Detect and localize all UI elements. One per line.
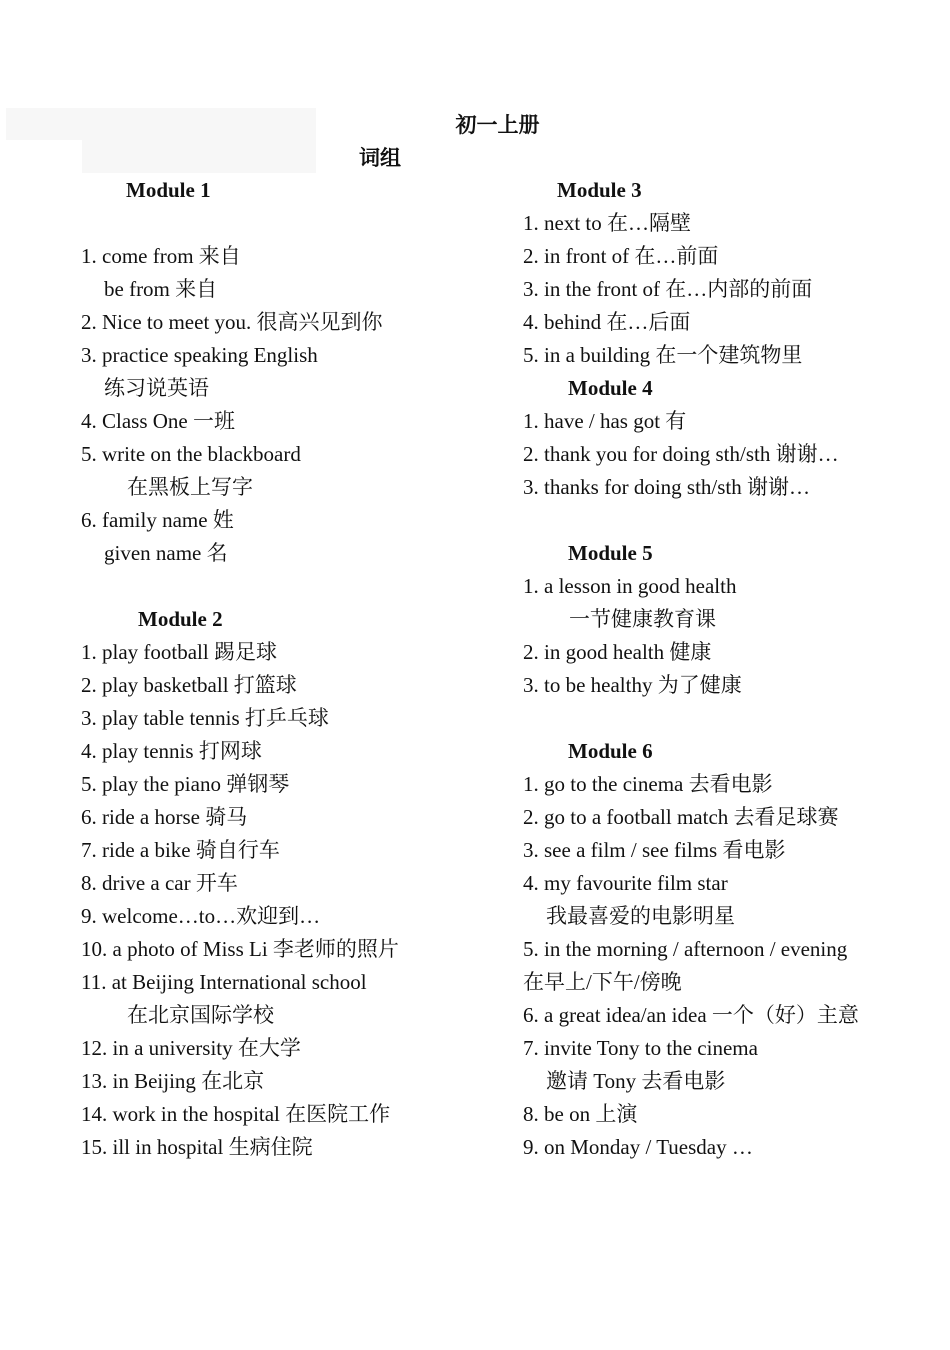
list-item: 13. in Beijing 在北京 — [81, 1069, 265, 1093]
module-4-heading: Module 4 — [568, 376, 653, 400]
list-item: 1. next to 在…隔壁 — [523, 211, 691, 235]
module-3-heading: Module 3 — [557, 178, 642, 202]
highlight-band-bottom — [82, 140, 316, 173]
list-item: 2. Nice to meet you. 很高兴见到你 — [81, 310, 383, 334]
list-item: 1. play football 踢足球 — [81, 640, 277, 664]
module-5-heading: Module 5 — [568, 541, 653, 565]
list-item: 4. behind 在…后面 — [523, 310, 691, 334]
blank-line — [81, 207, 431, 240]
module-2-heading: Module 2 — [138, 607, 223, 631]
list-item: 3. in the front of 在…内部的前面 — [523, 277, 813, 301]
list-item: 6. family name 姓 — [81, 508, 234, 532]
list-item: 5. in a building 在一个建筑物里 — [523, 343, 803, 367]
list-item: 2. go to a football match 去看足球赛 — [523, 805, 839, 829]
list-item: 2. play basketball 打篮球 — [81, 673, 297, 697]
list-item: 5. write on the blackboard — [81, 442, 301, 466]
list-item: 1. a lesson in good health — [523, 574, 737, 598]
list-item: 8. drive a car 开车 — [81, 871, 238, 895]
list-item: 8. be on 上演 — [523, 1102, 638, 1126]
list-item: 14. work in the hospital 在医院工作 — [81, 1102, 391, 1126]
list-item: be from 来自 — [104, 277, 218, 301]
list-item: 在北京国际学校 — [127, 1003, 274, 1027]
list-item: 3. practice speaking English — [81, 343, 318, 367]
list-item: 9. on Monday / Tuesday … — [523, 1135, 753, 1159]
list-item: 7. ride a bike 骑自行车 — [81, 838, 280, 862]
module-1-heading: Module 1 — [126, 178, 211, 202]
list-item: 3. play table tennis 打乒乓球 — [81, 706, 329, 730]
list-item: 6. ride a horse 骑马 — [81, 805, 248, 829]
list-item: 15. ill in hospital 生病住院 — [81, 1135, 313, 1159]
list-item: 5. in the morning / afternoon / evening — [523, 937, 848, 961]
list-item: 3. see a film / see films 看电影 — [523, 838, 786, 862]
list-item: given name 名 — [104, 541, 228, 565]
list-item: 练习说英语 — [104, 376, 209, 400]
left-column — [81, 174, 431, 1164]
page-subtitle: 词组 — [359, 146, 401, 170]
blank-line — [523, 504, 869, 537]
list-item: 邀请 Tony 去看电影 — [546, 1069, 726, 1093]
list-item: 3. to be healthy 为了健康 — [523, 673, 742, 697]
list-item: 在早上/下午/傍晚 — [523, 970, 682, 994]
list-item: 3. thanks for doing sth/sth 谢谢… — [523, 475, 810, 499]
list-item: 11. at Beijing International school — [81, 970, 367, 994]
list-item: 2. in front of 在…前面 — [523, 244, 719, 268]
page-title: 初一上册 — [455, 113, 540, 137]
list-item: 2. thank you for doing sth/sth 谢谢… — [523, 442, 839, 466]
list-item: 9. welcome…to…欢迎到… — [81, 904, 321, 928]
list-item: 12. in a university 在大学 — [81, 1036, 301, 1060]
blank-line — [81, 570, 431, 603]
list-item: 10. a photo of Miss Li 李老师的照片 — [81, 937, 399, 961]
list-item: 一节健康教育课 — [569, 607, 716, 631]
list-item: 4. play tennis 打网球 — [81, 739, 262, 763]
blank-line — [523, 702, 869, 735]
list-item: 4. my favourite film star — [523, 871, 728, 895]
list-item: 4. Class One 一班 — [81, 409, 235, 433]
list-item: 5. play the piano 弹钢琴 — [81, 772, 290, 796]
list-item: 我最喜爱的电影明星 — [546, 904, 735, 928]
list-item: 在黑板上写字 — [127, 475, 253, 499]
list-item: 6. a great idea/an idea 一个（好）主意 — [523, 1003, 859, 1027]
module-6-heading: Module 6 — [568, 739, 653, 763]
list-item: 1. have / has got 有 — [523, 409, 687, 433]
right-column — [523, 174, 869, 1164]
list-item: 2. in good health 健康 — [523, 640, 712, 664]
list-item: 1. come from 来自 — [81, 244, 241, 268]
list-item: 1. go to the cinema 去看电影 — [523, 772, 773, 796]
list-item: 7. invite Tony to the cinema — [523, 1036, 758, 1060]
